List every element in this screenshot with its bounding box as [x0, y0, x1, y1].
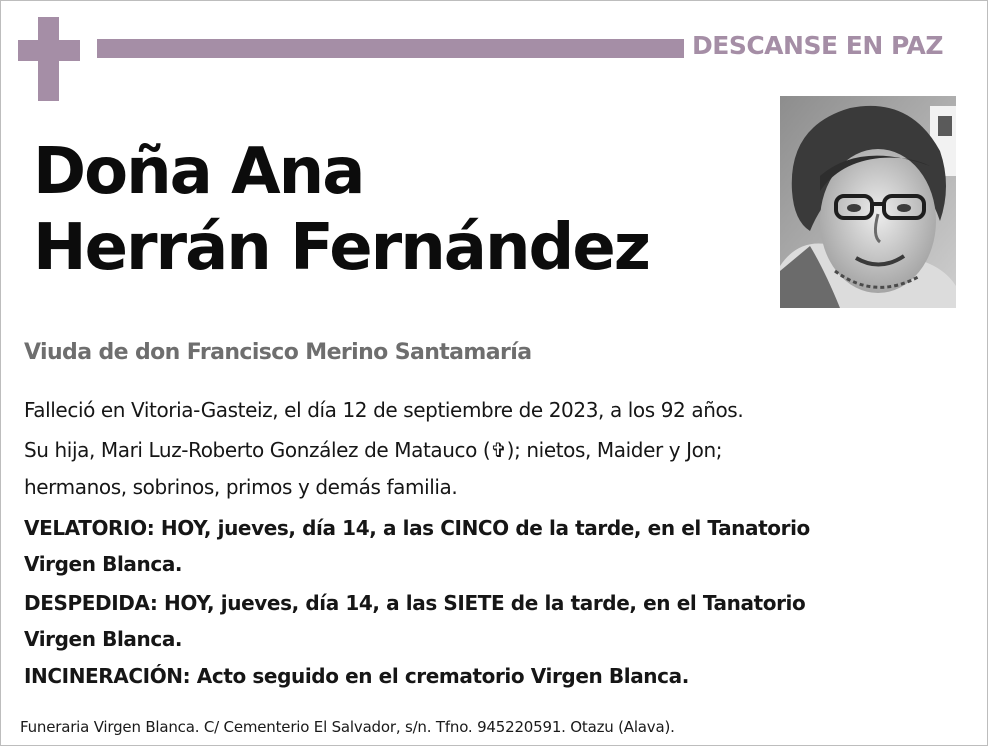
incineracion-line: INCINERACIÓN: Acto seguido en el crematorio Virgen Blanca. [24, 664, 689, 688]
despedida-line-1: DESPEDIDA: HOY, jueves, día 14, a las SIETE de la tarde, en el Tanatorio [24, 591, 806, 615]
deceased-portrait-photo [780, 96, 956, 308]
latin-cross-icon [18, 17, 80, 101]
header-rule [97, 39, 684, 58]
death-announcement [24, 392, 743, 428]
family-paragraph [24, 432, 722, 506]
despedida-paragraph [24, 585, 805, 657]
despedida-line-2: Virgen Blanca. [24, 627, 183, 651]
family-line-1: Su hija, Mari Luz-Roberto González de Matauco (✞); nietos, Maider y Jon; [24, 438, 723, 462]
deceased-name-line-2: Herrán Fernández [33, 211, 649, 285]
velatorio-line-2: Virgen Blanca. [24, 552, 183, 576]
family-line-2: hermanos, sobrinos, primos y demás familia. [24, 475, 458, 499]
spouse-subheading: Viuda de don Francisco Merino Santamaría [24, 340, 532, 365]
velatorio-paragraph [24, 510, 810, 582]
death-line: Falleció en Vitoria-Gasteiz, el día 12 de septiembre de 2023, a los 92 años. [24, 398, 744, 422]
funeral-home-footer: Funeraria Virgen Blanca. C/ Cementerio El Salvador, s/n. Tfno. 945220591. Otazu (Alava). [20, 718, 675, 736]
rip-heading: DESCANSE EN PAZ [692, 31, 943, 60]
deceased-name-line-1: Doña Ana [33, 135, 364, 209]
incineracion-paragraph [24, 658, 689, 694]
velatorio-line-1: VELATORIO: HOY, jueves, día 14, a las CINCO de la tarde, en el Tanatorio [24, 516, 810, 540]
portrait-image [780, 96, 956, 308]
